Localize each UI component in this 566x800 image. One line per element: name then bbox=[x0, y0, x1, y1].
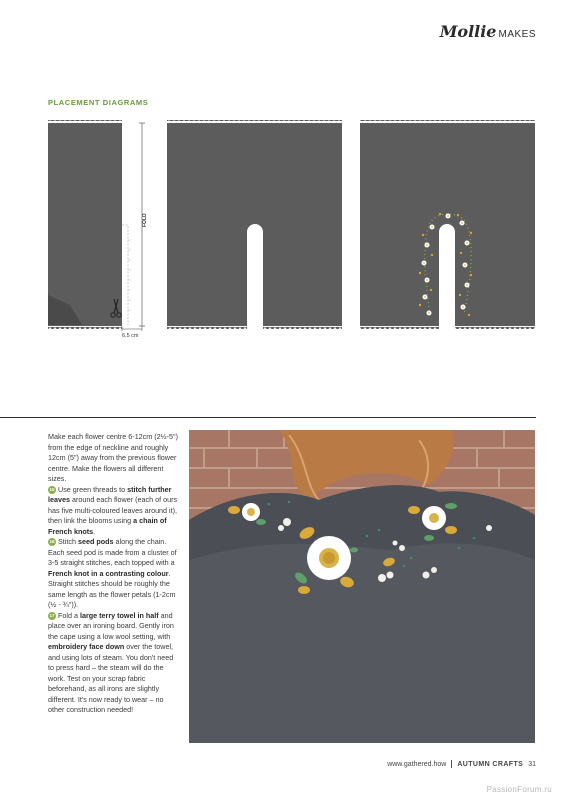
section-title: PLACEMENT DIAGRAMS bbox=[48, 98, 149, 107]
page-number: 31 bbox=[528, 760, 536, 768]
fabric-piece bbox=[48, 123, 122, 326]
brand-word: MAKES bbox=[498, 29, 536, 40]
embroidered-cape-photo bbox=[189, 430, 535, 743]
footer-separator bbox=[451, 760, 452, 768]
brand-logo bbox=[440, 22, 536, 41]
hem-edge bbox=[263, 324, 342, 329]
fabric-piece bbox=[167, 123, 342, 326]
photo-illustration bbox=[189, 430, 535, 743]
cut-line bbox=[122, 225, 128, 325]
fabric-piece bbox=[360, 123, 535, 326]
fold-label: FOLD bbox=[142, 213, 148, 227]
large-daisy bbox=[307, 536, 351, 580]
diagram-panel-opening bbox=[167, 120, 342, 329]
top-edge bbox=[360, 120, 535, 124]
section-divider bbox=[0, 417, 536, 418]
step-number: 16 bbox=[49, 539, 55, 544]
measure-label: 6.5 cm bbox=[122, 333, 139, 339]
watermark: PassionForum.ru bbox=[486, 785, 552, 794]
diagram-panel-pattern bbox=[48, 120, 148, 339]
instruction-step-15: 15 Use green threads to stitch further leaves around each flower (each of ours has five multi-coloured leaves around it), then link the blooms using a chain of French knots. bbox=[48, 484, 178, 536]
diagram-panel-embroidery bbox=[360, 120, 535, 329]
instruction-intro: Make each flower centre 6-12cm (2½-5") from the edge of neckline and roughly 12cm (5") away from the previous flower centre. Make the flowers all different sizes. bbox=[48, 432, 178, 483]
step-number: 15 bbox=[49, 486, 55, 492]
top-edge bbox=[48, 120, 122, 124]
hem-edge bbox=[167, 324, 247, 329]
top-edge bbox=[167, 120, 342, 124]
instructions-text bbox=[48, 432, 180, 716]
instruction-step-16: 16 Stitch seed pods along the chain. Each seed pod is made from a cluster of 3-5 straight stitches, each topped with a French knot in a contrasting colour. Straight stitches should be roughly the same length as the flower petals (1-2cm (½ - ¾")). bbox=[48, 537, 177, 609]
step-number: 17 bbox=[49, 612, 55, 618]
footer-section: AUTUMN CRAFTS bbox=[457, 760, 524, 768]
placement-diagram bbox=[0, 115, 566, 345]
hem-edge bbox=[455, 324, 535, 329]
ruler-ticks bbox=[128, 240, 131, 310]
instruction-step-17: 17 Fold a large terry towel in half and place over an ironing board. Gently iron the cape using a low wool setting, with embroidery face down over the towel, and using lots of steam. You don't need to press hard – the steam will do the work. Test on your scrap fabric beforehand, as all irons are slightly different. It's now ready to wear – no other construction needed! bbox=[48, 610, 174, 714]
daisy bbox=[422, 506, 446, 530]
daisy bbox=[242, 503, 260, 521]
page-footer bbox=[387, 760, 536, 768]
brand-script: Mollie bbox=[439, 22, 497, 41]
hem-edge bbox=[360, 324, 439, 329]
footer-url[interactable]: www.gathered.how bbox=[387, 760, 447, 768]
